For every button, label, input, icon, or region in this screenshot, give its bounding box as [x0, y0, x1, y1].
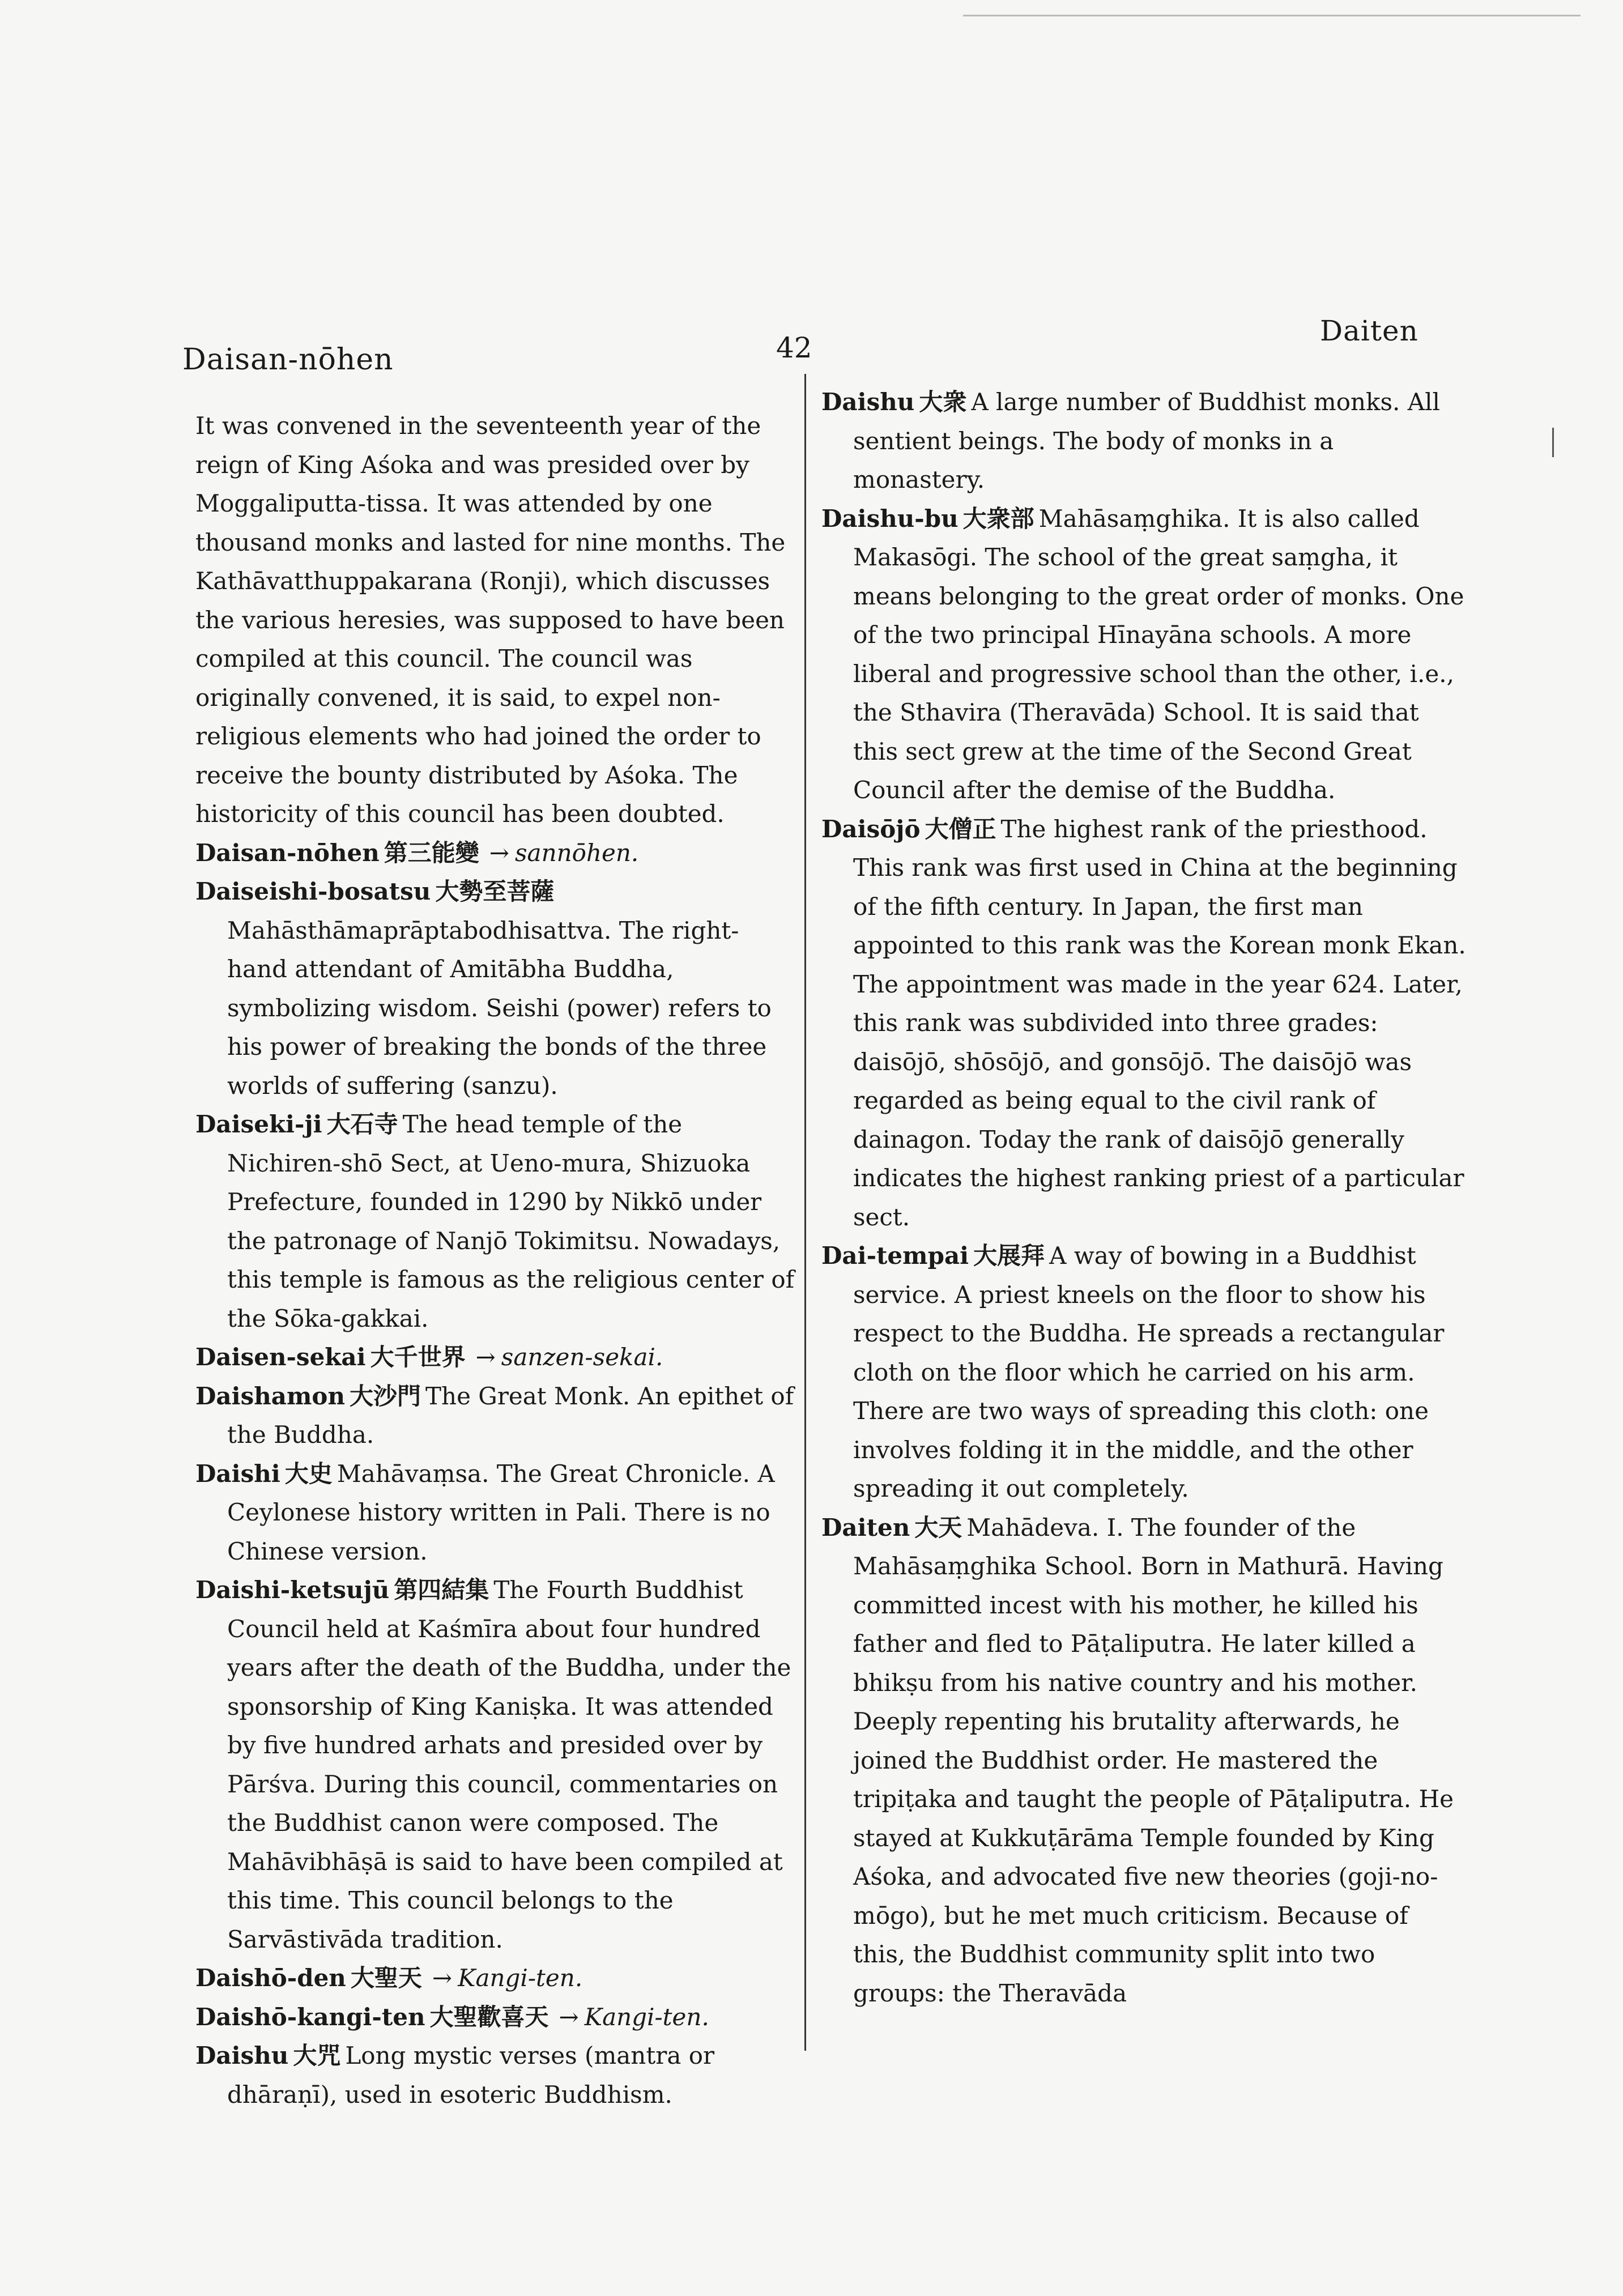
- entry-kanji: 第四結集: [394, 1576, 489, 1604]
- entry-head: Daishu: [821, 388, 915, 416]
- entry-daisan-nohen: [195, 834, 796, 873]
- entry-kanji: 大史: [284, 1459, 333, 1488]
- entry-head: Daiseishi-bosatsu: [195, 877, 431, 905]
- continued-entry-text: It was convened in the seventeenth year of the reign of King Aśoka and was presided over by Moggaliputta-tissa. It was attended by one thousand monks and lasted for nine months. The Kathāvatthuppakarana (Ronji), which discusses the various heresies, was supposed to have been compiled at this council. The council was originally convened, it is said, to expel non-religious elements who had joined the order to receive the bounty distributed by Aśoka. The historicity of this council has been doubted.: [195, 412, 786, 828]
- entry-head: Daishi-ketsujū: [195, 1576, 390, 1604]
- entry-head: Daisōjō: [821, 815, 921, 843]
- entry-text: Mahāsaṃghika. It is also called Makasōgi. The school of the great saṃgha, it means belonging to the great order of monks. One of the two principal Hīnayāna schools. A more liberal and progressive school than the other, i.e., the Sthavira (Theravāda) School. It is said that this sect grew at the time of the Second Great Council after the demise of the Buddha.: [853, 504, 1464, 804]
- scan-edge-line: [963, 15, 1581, 16]
- entry-kanji: 大聖歡喜天: [429, 2003, 549, 2031]
- entry-text: A way of bowing in a Buddhist service. A priest kneels on the floor to show his respect to the Buddha. He spreads a rectangular cloth on the floor which he carried on his arm. There are two ways of spreading this cloth: one involves folding it in the middle, and the other spreading it out completely.: [853, 1242, 1445, 1502]
- entry-kanji: 大衆: [919, 388, 967, 416]
- entry-daiten: [821, 1509, 1467, 2013]
- entry-text: Mahādeva. I. The founder of the Mahāsaṃghika School. Born in Mathurā. Having committed incest with his mother, he killed his father and fled to Pāṭaliputra. He later killed a bhikṣu from his native country and his mother. Deeply repenting his brutality afterwards, he joined the Buddhist order. He mastered the tripiṭaka and taught the people of Pāṭaliputra. He stayed at Kukkuṭārāma Temple founded by King Aśoka, and advocated five new theories (goji-no-mōgo), but he met much criticism. Because of this, the Buddhist community split into two groups: the Theravāda: [853, 1513, 1454, 2007]
- entry-head: Daishamon: [195, 1382, 345, 1410]
- entry-head: Daiten: [821, 1513, 910, 1541]
- entry-text: A large number of Buddhist monks. All sentient beings. The body of monks in a monastery.: [853, 388, 1440, 493]
- entry-daishu: [821, 383, 1467, 500]
- cross-ref-arrow: →: [559, 2003, 579, 2031]
- entry-head: Daishu-bu: [821, 504, 959, 533]
- cross-ref-arrow: →: [475, 1343, 496, 1371]
- entry-kanji: 大衆部: [962, 504, 1034, 533]
- entry-text: Kangi-ten.: [584, 2003, 709, 2031]
- entry-daisho-den: [195, 1959, 796, 1998]
- entry-text: sannōhen.: [514, 838, 639, 867]
- column-divider: [804, 374, 806, 2051]
- entry-text: The highest rank of the priesthood. This rank was first used in China at the beginning of the fifth century. In Japan, the first man appointed to this rank was the Korean monk Ekan. The appointment was made in the year 624. Later, this rank was subdivided into three grades: daisōjō, shōsōjō, and gonsōjō. The daisōjō was regarded as being equal to the civil rank of dainagon. Today the rank of daisōjō generally indicates the highest ranking priest of a particular sect.: [853, 815, 1466, 1231]
- entry-head: Daishō-kangi-ten: [195, 2003, 425, 2031]
- entry-head: Daishu: [195, 2042, 289, 2069]
- cross-ref-arrow: →: [432, 1964, 453, 1992]
- entry-text: Long mystic verses (mantra or dhāraṇī), used in esoteric Buddhism.: [227, 2042, 715, 2108]
- entry-head: Daishi: [195, 1459, 280, 1488]
- entry-kanji: 第三能變: [384, 838, 479, 867]
- entry-kanji: 大石寺: [326, 1110, 398, 1138]
- entry-kanji: 大千世界: [370, 1343, 466, 1371]
- entry-daishu-bu: [821, 500, 1467, 810]
- entry-daishi-ketsuju: [195, 1571, 796, 1959]
- entry-kanji: 大勢至菩薩: [435, 877, 555, 905]
- entry-kanji: 大天: [914, 1513, 962, 1541]
- entry-daiseishi-bosatsu: [195, 872, 796, 1105]
- entry-text: sanzen-sekai.: [501, 1343, 663, 1371]
- entry-kanji: 大沙門: [349, 1382, 421, 1410]
- entry-text: Mahāvaṃsa. The Great Chronicle. A Ceylonese history written in Pali. There is no Chinese version.: [227, 1459, 775, 1565]
- entry-text: The Great Monk. An epithet of the Buddha.: [227, 1382, 794, 1449]
- entry-daisen-sekai: [195, 1338, 796, 1377]
- left-column: [195, 407, 796, 2114]
- entry-kanji: 大咒: [293, 2042, 341, 2069]
- right-column: [821, 383, 1467, 2013]
- entry-head: Daisan-nōhen: [195, 838, 380, 867]
- left-guide-word: Daisan-nōhen: [182, 343, 394, 377]
- entry-head: Daishō-den: [195, 1964, 346, 1992]
- cross-ref-arrow: →: [489, 838, 509, 867]
- entry-daishi: [195, 1455, 796, 1571]
- entry-text: The head temple of the Nichiren-shō Sect, at Ueno-mura, Shizuoka Prefecture, founded in 1290 by Nikkō under the patronage of Nanjō Tokimitsu. Nowadays, this temple is famous as the religious center of the Sōka-gakkai.: [227, 1110, 795, 1332]
- entry-head: Dai-tempai: [821, 1242, 969, 1270]
- entry-text: The Fourth Buddhist Council held at Kaśmīra about four hundred years after the death of the Buddha, under the sponsorship of King Kaniṣka. It was attended by five hundred arhats and presided over by Pārśva. During this council, commentaries on the Buddhist canon were composed. The Mahāvibhāṣā is said to have been compiled at this time. This council belongs to the Sarvāstivāda tradition.: [227, 1576, 791, 1953]
- entry-kanji: 大展拜: [973, 1242, 1045, 1270]
- entry-head: Daiseki-ji: [195, 1110, 322, 1138]
- entry-daishamon: [195, 1377, 796, 1455]
- entry-daiseki-ji: [195, 1105, 796, 1338]
- entry-daisho-kangi-ten: [195, 1998, 796, 2037]
- entry-kanji: 大僧正: [925, 815, 996, 843]
- entry-kanji: 大聖天: [350, 1964, 422, 1992]
- entry-daisojo: [821, 810, 1467, 1237]
- margin-mark: [1552, 428, 1554, 457]
- page-number: 42: [776, 331, 812, 364]
- entry-head: Daisen-sekai: [195, 1343, 366, 1371]
- right-guide-word: Daiten: [1320, 314, 1418, 347]
- entry-dai-tempai: [821, 1237, 1467, 1509]
- entry-daishu-mantra: [195, 2037, 796, 2114]
- entry-text: Kangi-ten.: [458, 1964, 583, 1992]
- entry-text: Mahāsthāmaprāptabodhisattva. The right-hand attendant of Amitābha Buddha, symbolizing wisdom. Seishi (power) refers to his power of breaking the bonds of the three worlds of suffering (sanzu).: [227, 916, 772, 1100]
